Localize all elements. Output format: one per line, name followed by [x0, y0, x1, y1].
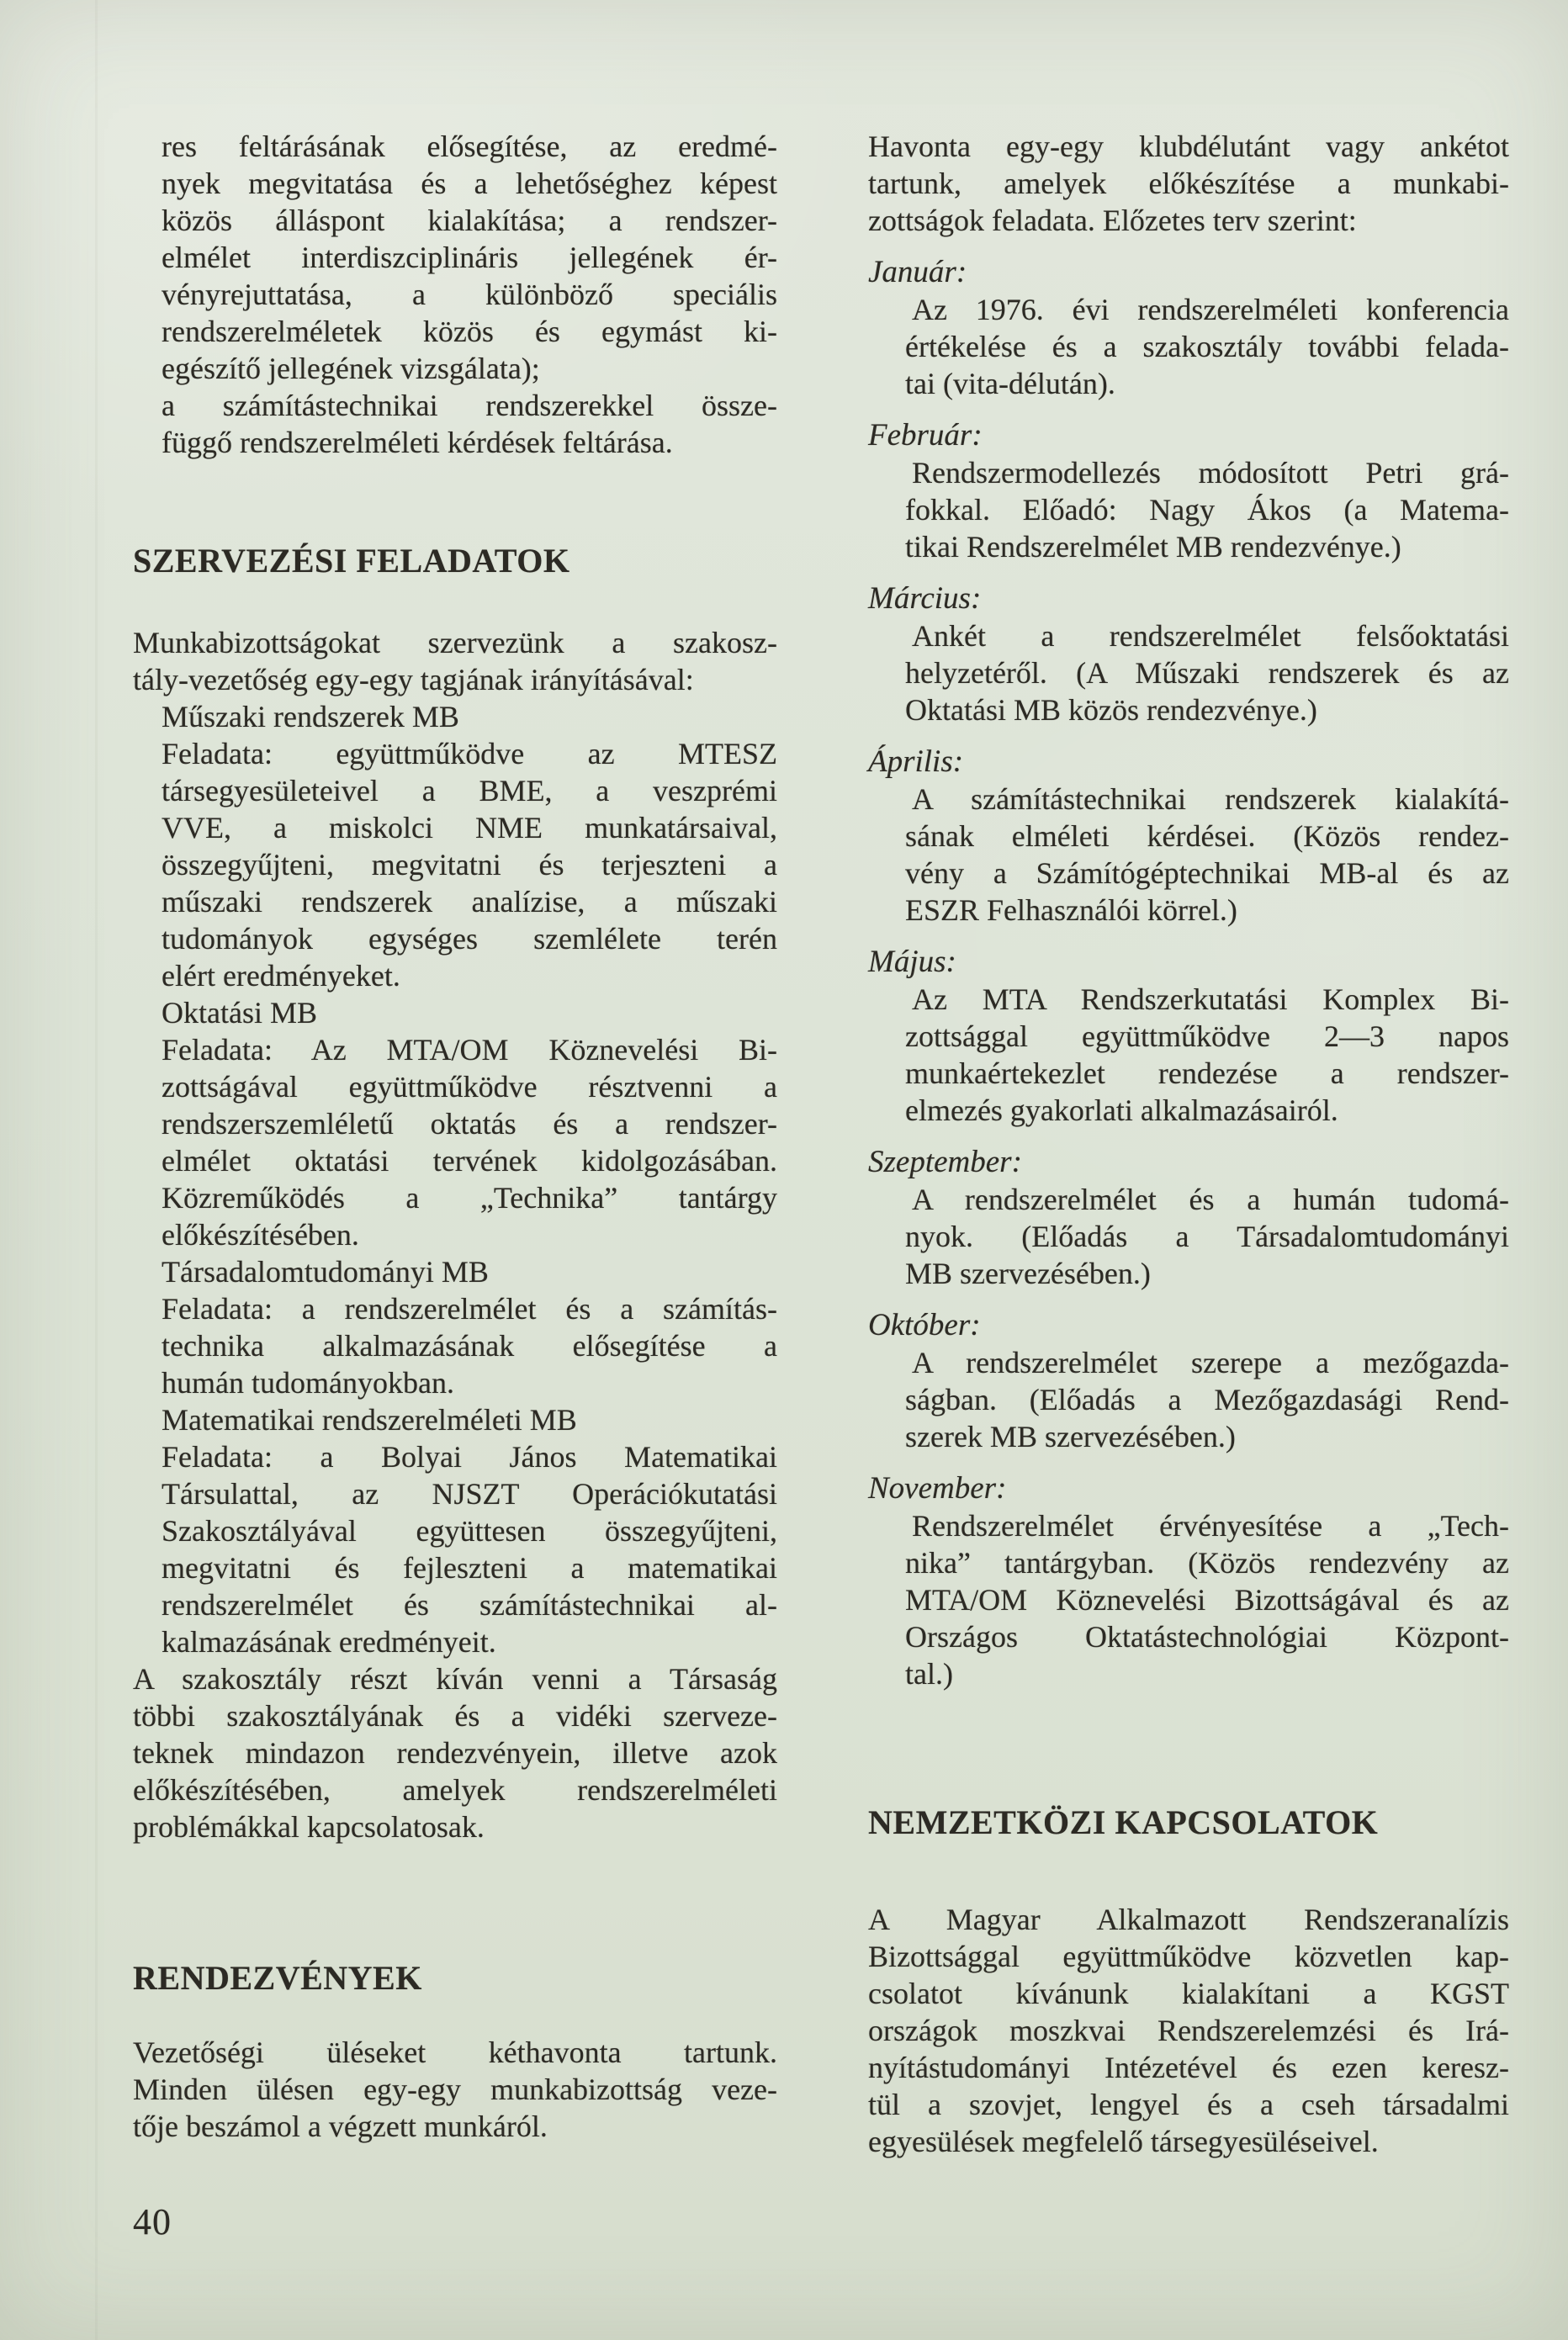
paragraph [905, 454, 1509, 565]
right-column [868, 128, 1509, 2160]
section-heading: SZERVEZÉSI FELADATOK [133, 542, 570, 580]
text-line: Az MTA Rendszerkutatási Komplex Bi- [912, 982, 1509, 1016]
text-line: MTA/OM Köznevelési Bizottságával és az [905, 1583, 1509, 1617]
text-line: Oktatási MB közös rendezvénye.) [905, 693, 1317, 727]
text-line: Rendszerelmélet érvényesítése a „Tech- [912, 1509, 1509, 1543]
text-line: A szakosztály részt kíván venni a Társaság [133, 1662, 777, 1696]
paragraph [133, 2034, 777, 2145]
paper-fold-line [95, 0, 98, 2340]
paragraph [868, 128, 1509, 239]
month-label: Április: [868, 744, 964, 779]
text-line: res feltárásának elősegítése, az eredmé- [162, 130, 777, 163]
text-line: VVE, a miskolci NME munkatársaival, [162, 811, 777, 844]
text-line: szerek MB szervezésében.) [905, 1420, 1236, 1453]
text-line: tály-vezetőség egy-egy tagjának irányításával: [133, 663, 694, 696]
text-line: nyok. (Előadás a Társadalomtudományi [905, 1220, 1509, 1253]
text-line: Társulattal, az NJSZT Operációkutatási [162, 1477, 777, 1511]
text-line: Feladata: együttműködve az MTESZ [162, 737, 777, 770]
text-line: rendszerszemléletű oktatás és a rendszer- [162, 1107, 777, 1141]
text-line: sának elméleti kérdései. (Közös rendez- [905, 819, 1509, 853]
paragraph [133, 1660, 777, 1845]
text-line: Oktatási MB [162, 996, 317, 1030]
text-line: Ankét a rendszerelmélet felsőoktatási [912, 619, 1509, 653]
paragraph [162, 1253, 777, 1290]
text-line: tai (vita-délután). [905, 367, 1115, 400]
section-heading: RENDEZVÉNYEK [133, 1959, 422, 1997]
text-line: nyítástudományi Intézetével és ezen keresz- [868, 2051, 1509, 2084]
month-section-label [868, 254, 1509, 291]
section [133, 1960, 777, 1997]
paragraph [162, 735, 777, 994]
text-line: egyesülések megfelelő társegyesüléseivel. [868, 2125, 1379, 2158]
text-line: Közreműködés a „Technika” tantárgy [162, 1181, 777, 1215]
text-line: tartunk, amelyek előkészítése a munkabi- [868, 167, 1509, 200]
paragraph [162, 1031, 777, 1253]
page-number-block [133, 2201, 777, 2242]
text-line: Szakosztályával együttesen összegyűjteni, [162, 1514, 777, 1548]
text-line: országok moszkvai Rendszerelemzési és Irá- [868, 2014, 1509, 2047]
text-line: tője beszámol a végzett munkáról. [133, 2110, 548, 2143]
month-section-label [868, 1144, 1509, 1181]
text-line: előkészítésében. [162, 1218, 359, 1252]
paragraph [905, 1507, 1509, 1692]
text-line: zottságával együttműködve résztvenni a [162, 1070, 777, 1104]
text-line: Feladata: Az MTA/OM Köznevelési Bi- [162, 1033, 777, 1067]
text-line: Rendszermodellezés módosított Petri grá- [912, 456, 1509, 490]
text-line: zottsággal együttműködve 2—3 napos [905, 1019, 1509, 1053]
paragraph [162, 698, 777, 735]
text-line: elmélet oktatási tervének kidolgozásában. [162, 1144, 777, 1178]
text-line: tül a szovjet, lengyel és a cseh társadalmi [868, 2088, 1509, 2121]
month-section-label [868, 417, 1509, 454]
paragraph [868, 1901, 1509, 2160]
text-line: társegyesületeivel a BME, a veszprémi [162, 774, 777, 807]
text-line: Havonta egy-egy klubdélutánt vagy ankétot [868, 130, 1509, 163]
text-line: A Magyar Alkalmazott Rendszeranalízis [868, 1903, 1509, 1936]
text-line: a számítástechnikai rendszerekkel össze- [162, 389, 777, 422]
left-column [133, 128, 777, 2241]
text-line: Minden ülésen egy-egy munkabizottság veze- [133, 2073, 777, 2106]
text-line: A rendszerelmélet szerepe a mezőgazda- [912, 1346, 1509, 1379]
month-label: Szeptember: [868, 1145, 1022, 1179]
month-section-label [868, 580, 1509, 617]
page-number: 40 [133, 2201, 172, 2242]
text-line: Műszaki rendszerek MB [162, 700, 459, 733]
section [133, 543, 777, 580]
text-line: zottságok feladata. Előzetes terv szerint: [868, 204, 1357, 237]
text-line: Az 1976. évi rendszerelméleti konferencia [912, 293, 1509, 326]
text-line: MB szervezésében.) [905, 1257, 1151, 1290]
text-line: elmélet interdiszciplináris jellegének ér- [162, 241, 777, 274]
month-section-label [868, 744, 1509, 781]
text-line: összegyűjteni, megvitatni és terjeszteni a [162, 848, 777, 881]
paragraph [162, 1290, 777, 1401]
text-line: tudományok egységes szemlélete terén [162, 922, 777, 956]
month-section-label [868, 944, 1509, 981]
text-line: A rendszerelmélet és a humán tudomá- [912, 1183, 1509, 1216]
text-line: függő rendszerelméleti kérdések feltárása. [162, 426, 673, 459]
text-line: vény a Számítógéptechnikai MB-al és az [905, 856, 1509, 890]
paragraph [905, 1344, 1509, 1455]
paragraph [162, 128, 777, 387]
text-line: fokkal. Előadó: Nagy Ákos (a Matema- [905, 493, 1509, 527]
paragraph [905, 781, 1509, 929]
month-section-label [868, 1307, 1509, 1344]
text-line: rendszerelméletek közös és egymást ki- [162, 315, 777, 348]
text-line: műszaki rendszerek analízise, a műszaki [162, 885, 777, 919]
text-line: ESZR Felhasználói körrel.) [905, 893, 1237, 927]
paragraph [905, 291, 1509, 402]
text-line: Országos Oktatástechnológiai Központ- [905, 1620, 1509, 1654]
text-line: közös álláspont kialakítása; a rendszer- [162, 204, 777, 237]
paragraph [905, 981, 1509, 1129]
month-label: Február: [868, 418, 983, 453]
paragraph [162, 387, 777, 461]
section-heading: NEMZETKÖZI KAPCSOLATOK [868, 1803, 1379, 1841]
text-line: nyek megvitatása és a lehetőséghez képest [162, 167, 777, 200]
paragraph [162, 994, 777, 1031]
text-line: Társadalomtudományi MB [162, 1255, 489, 1289]
text-line: tikai Rendszerelmélet MB rendezvénye.) [905, 530, 1401, 564]
text-line: ságban. (Előadás a Mezőgazdasági Rend- [905, 1383, 1509, 1416]
text-line: értékelése és a szakosztály további felada- [905, 330, 1509, 363]
text-line: humán tudományokban. [162, 1366, 454, 1400]
text-line: rendszerelmélet és számítástechnikai al- [162, 1588, 777, 1622]
month-label: Március: [868, 581, 982, 616]
paragraph [133, 624, 777, 698]
section [868, 1804, 1509, 1841]
text-line: tal.) [905, 1657, 953, 1691]
text-line: Feladata: a rendszerelmélet és a számítás- [162, 1292, 777, 1326]
text-line: megvitatni és fejleszteni a matematikai [162, 1551, 777, 1585]
paragraph [905, 617, 1509, 728]
text-line: teknek mindazon rendezvényein, illetve azok [133, 1736, 777, 1770]
text-line: Vezetőségi üléseket kéthavonta tartunk. [133, 2036, 777, 2069]
text-line: előkészítésében, amelyek rendszerelméleti [133, 1773, 777, 1807]
paragraph [162, 1438, 777, 1660]
month-label: Október: [868, 1308, 981, 1342]
text-line: csolatot kívánunk kialakítani a KGST [868, 1977, 1509, 2010]
text-line: A számítástechnikai rendszerek kialakítá- [912, 782, 1509, 816]
month-label: Január: [868, 255, 967, 289]
text-line: nika” tantárgyban. (Közös rendezvény az [905, 1546, 1509, 1580]
text-line: elmezés gyakorlati alkalmazásairól. [905, 1093, 1338, 1127]
month-section-label [868, 1470, 1509, 1507]
month-label: November: [868, 1471, 1007, 1506]
paragraph [905, 1181, 1509, 1292]
text-line: problémákkal kapcsolatosak. [133, 1810, 485, 1844]
month-label: Május: [868, 945, 956, 979]
text-line: Feladata: a Bolyai János Matematikai [162, 1440, 777, 1474]
paragraph [162, 1401, 777, 1438]
text-line: helyzetéről. (A Műszaki rendszerek és az [905, 656, 1509, 690]
text-line: Matematikai rendszerelméleti MB [162, 1403, 577, 1437]
text-line: Munkabizottságokat szervezünk a szakosz- [133, 626, 777, 659]
text-line: munkaértekezlet rendezése a rendszer- [905, 1056, 1509, 1090]
text-line: vényrejuttatása, a különböző speciális [162, 278, 777, 311]
text-line: egészítő jellegének vizsgálata); [162, 352, 540, 385]
text-line: kalmazásának eredményeit. [162, 1625, 496, 1659]
text-line: technika alkalmazásának elősegítése a [162, 1329, 777, 1363]
text-line: többi szakosztályának és a vidéki szerveze- [133, 1699, 777, 1733]
text-line: Bizottsággal együttműködve közvetlen kap- [868, 1940, 1509, 1973]
text-line: elért eredményeket. [162, 959, 400, 993]
